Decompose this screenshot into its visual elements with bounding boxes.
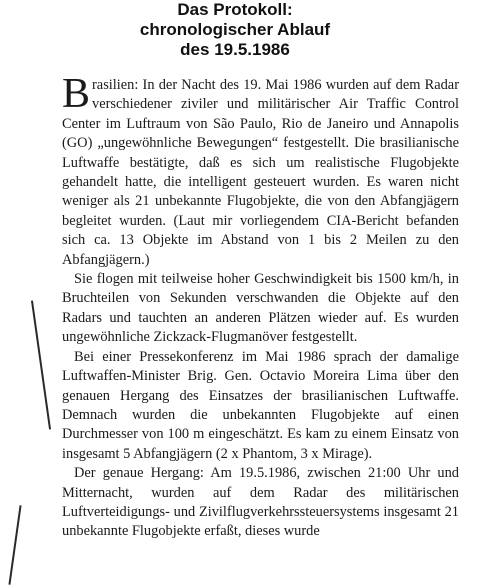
paragraph-4: Der genaue Hergang: Am 19.5.1986, zwischen 21:00 Uhr und Mitternacht, wurden auf dem Radar des militärischen Luftverteidigungs- und Zivilflugverkehrssteuersystems insgesamt 21 unbekannte Flugobjekte erfaßt, dieses wurde	[62, 465, 459, 540]
article-body	[62, 71, 459, 542]
page-edge-line-bottom	[8, 505, 21, 584]
title-line-3: des 19.5.1986	[180, 40, 290, 59]
page-edge-line-top	[31, 300, 51, 429]
title-line-2: chronologischer Ablauf	[139, 20, 331, 39]
paragraph-3: Bei einer Pressekonferenz im Mai 1986 sprach der damalige Luftwaffen-Minister Brig. Gen. Octavio Moreira Lima über den genauen Hergang des Einsatzes der brasilianischen Luftwaffe. Demnach wurden die unbekannten Flugobjekte auf einen Durchmesser von 100 m eingeschätzt. Es kam zu einem Einsatz von insgesamt 5 Abfangjägern (2 x Phantom, 3 x Mirage).	[62, 348, 459, 462]
drop-cap: B	[62, 71, 91, 117]
paragraph-1	[62, 71, 459, 270]
title-line-1: Das Protokoll:	[177, 0, 293, 19]
article-title	[0, 0, 470, 60]
paragraph-2: Sie flogen mit teilweise hoher Geschwindigkeit bis 1500 km/h, in Bruchteilen von Sekunden verschwanden die Objekte auf den Radars und tauchten an anderen Plätzen wieder auf. Es wurden ungewöhnliche Zickzack-Flugmanöver festgestellt.	[62, 271, 459, 346]
paragraph-1-text: rasilien: In der Nacht des 19. Mai 1986 wurden auf dem Radar verschiedener ziviler und militärischer Air Traffic Control Center im Luftraum von São Paulo, Rio de Janeiro und Annapolis (GO) „ungewöhnliche Bewegungen“ festgestellt. Die brasilianische Luftwaffe bestätigte, daß es sich um realistische Flugobjekte gehandelt hatte, die intelligent gesteuert wurden. Es waren nicht weniger als 21 unbekannte Flugobjekte, die von den Abfangjägern begleitet wurden. (Laut mir vorliegendem CIA-Bericht befanden sich ca. 13 Objekte im Abstand von 1 bis 2 Meilen zu den Abfangjägern.)	[62, 77, 459, 268]
